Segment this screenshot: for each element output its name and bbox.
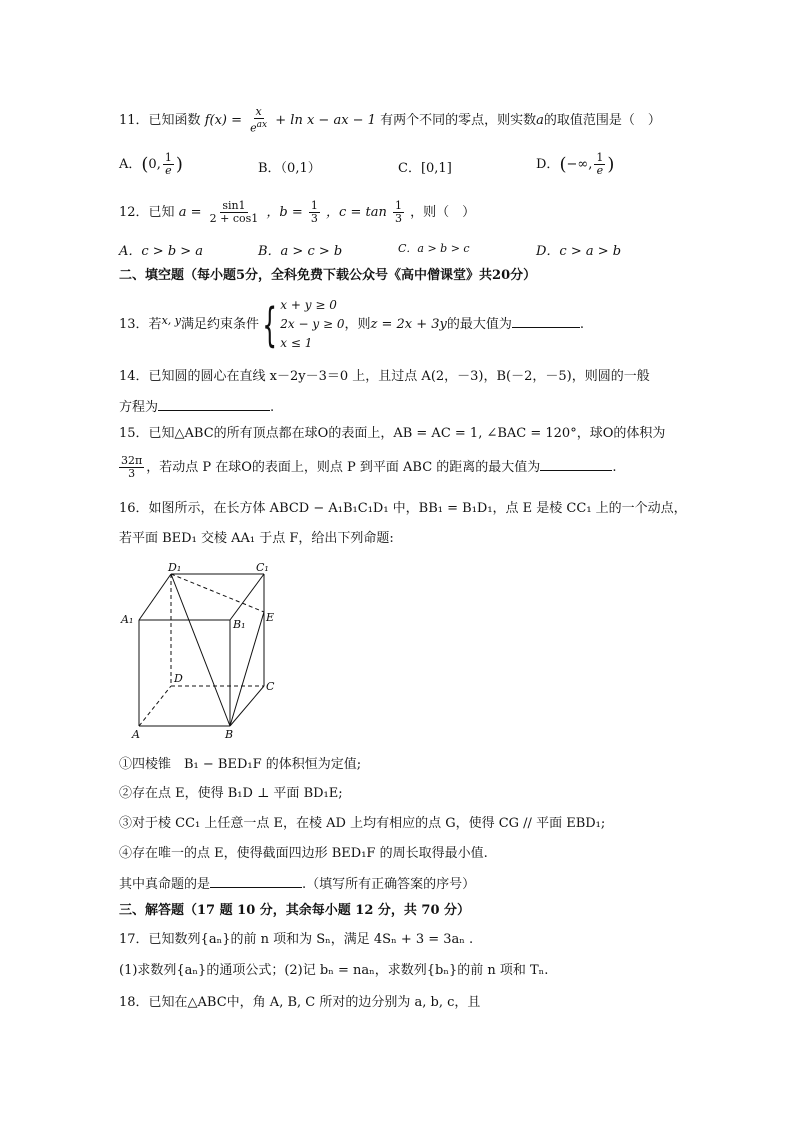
label-d: D [174,672,183,685]
question-16-line-1: 16．如图所示，在长方体 ABCD − A₁B₁C₁D₁ 中，BB₁ = B₁D₁，点 E 是棱 CC₁ 上的一个动点， [119,501,687,516]
answer-blank [512,313,580,328]
answer-blank [210,873,302,888]
question-11: 11．已知函数 f(x) = $\frac{x}{e^{ax}}$ + ln x − ax − 1 有两个不同的零点，则实数a的取值范围是（ ） [119,105,661,135]
section-2-heading: 二、填空题（每小题5分，全科免费下载公众号《高中僧课堂》共20分） [119,268,537,283]
q12-option-d: D．c > a > b [536,244,622,259]
question-16-answer: 其中真命题的是 .（填写所有正确答案的序号） [119,873,475,894]
label-b1: B₁ [233,618,246,631]
question-14-line-1: 14．已知圆的圆心在直线 x－2y－3＝0 上，且过点 A(2，－3)，B(－2，－5)，则圆的一般 [119,369,650,384]
question-12: 12．已知 a = $\frac{\sin 1}{2 + \cos 1}$ ，b = $\frac{1}{3}$ ，c = tan $\frac{1}{3}$ ，则（ ） [119,199,476,225]
statement-2: ②存在点 E，使得 B₁D ⊥ 平面 BD₁E; [119,786,343,801]
label-b: B [225,728,234,741]
q12-option-a: A．c > b > a [119,244,204,259]
question-15-line-1: 15．已知△ABC的所有顶点都在球O的表面上，AB = AC = 1, ∠BAC = 120°，球O的体积为 [119,426,666,441]
q11-option-b: B．（0,1） [258,161,321,176]
label-d1: D₁ [168,561,182,574]
fraction: $\frac{x}{e^{ax}}$ [250,105,268,135]
constraint-system: { x + y ≥ 0 2x − y ≥ 0 x ≤ 1 [262,297,345,352]
q12-option-c: C．a > b > c [398,242,470,255]
label-c1: C₁ [256,561,269,574]
label-a: A [132,728,140,741]
section-3-heading: 三、解答题（17 题 10 分，其余每小题 12 分，共 70 分） [119,903,471,918]
question-14-line-2: 方程为 . [119,396,274,417]
question-17-line-2: (1)求数列{aₙ}的通项公式；(2)记 bₙ = naₙ，求数列{bₙ}的前 n 项和 Tₙ. [119,963,549,978]
q12-option-b: B．a > c > b [258,244,343,259]
q11-option-a: A．(0, $\frac{1}{e}$ ) [119,151,183,177]
statement-1: ①四棱锥 B₁ − BED₁F 的体积恒为定值; [119,757,362,772]
q11-option-d: D．(−∞, $\frac{1}{e}$ ) [536,151,615,177]
q11-option-c: C．[0,1] [398,161,452,176]
question-15-line-2: $\frac{32\pi}{3}$ ，若动点 P 在球O的表面上，则点 P 到平面 ABC 的距离的最大值为 . [121,454,617,480]
question-18-line-1: 18．已知在△ABC中，角 A, B, C 所对的边分别为 a, b, c，且 [119,995,481,1010]
answer-blank [158,396,270,411]
statement-3: ③对于棱 CC₁ 上任意一点 E，在棱 AD 上均有相应的点 G，使得 CG // 平面 EBD₁; [119,816,606,831]
question-13: 13．若$^{x, y}$满足约束条件 { x + y ≥ 0 2x − y ≥ 0 x ≤ 1 ，则z = 2x + 3y的最大值为 . [119,297,585,352]
label-e: E [266,611,275,624]
label-a1: A₁ [121,613,134,626]
question-16-line-2: 若平面 BED₁ 交棱 AA₁ 于点 F，给出下列命题: [119,531,394,546]
cuboid-figure [118,560,288,742]
question-17-line-1: 17．已知数列{aₙ}的前 n 项和为 Sₙ，满足 4Sₙ + 3 = 3aₙ . [119,932,474,947]
answer-blank [540,456,612,471]
statement-4: ④存在唯一的点 E，使得截面四边形 BED₁F 的周长取得最小值. [119,846,488,861]
label-c: C [266,680,275,693]
